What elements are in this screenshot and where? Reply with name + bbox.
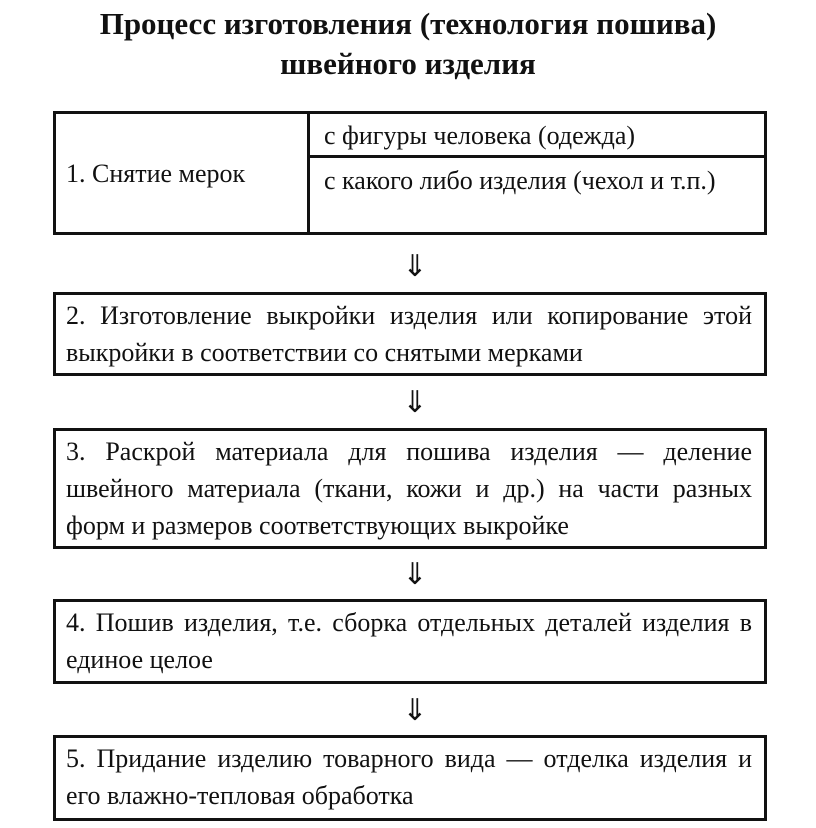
step-2-box: 2. Изготовление выкройки изделия или копирование этой выкройки в соответствии со снятыми мерками xyxy=(53,292,767,376)
step-1-options xyxy=(310,114,764,232)
down-arrow-icon: ⇓ xyxy=(402,693,428,728)
step-4-box: 4. Пошив изделия, т.е. сборка отдельных деталей изделия в единое целое xyxy=(53,599,767,684)
down-arrow-icon: ⇓ xyxy=(402,557,428,592)
title-line-1: Процесс изготовления (технология пошива) xyxy=(99,6,717,41)
title-line-2: швейного изделия xyxy=(280,46,536,81)
step-5-box: 5. Придание изделию товарного вида — отделка изделия и его влажно-тепловая обработка xyxy=(53,735,767,821)
step-1-option-figure: с фигуры человека (одежда) xyxy=(310,114,764,158)
down-arrow-icon: ⇓ xyxy=(402,385,428,420)
step-1-label: 1. Снятие мерок xyxy=(56,114,310,232)
step-1-box xyxy=(53,111,767,235)
step-3-box: 3. Раскрой материала для пошива изделия — деление швейного материала (ткани, кожи и др.) на части разных форм и размеров соответствующих выкройке xyxy=(53,428,767,549)
step-1-option-item: с какого либо изделия (чехол и т.п.) xyxy=(324,166,716,195)
diagram-title xyxy=(0,4,816,84)
down-arrow-icon: ⇓ xyxy=(402,249,428,284)
